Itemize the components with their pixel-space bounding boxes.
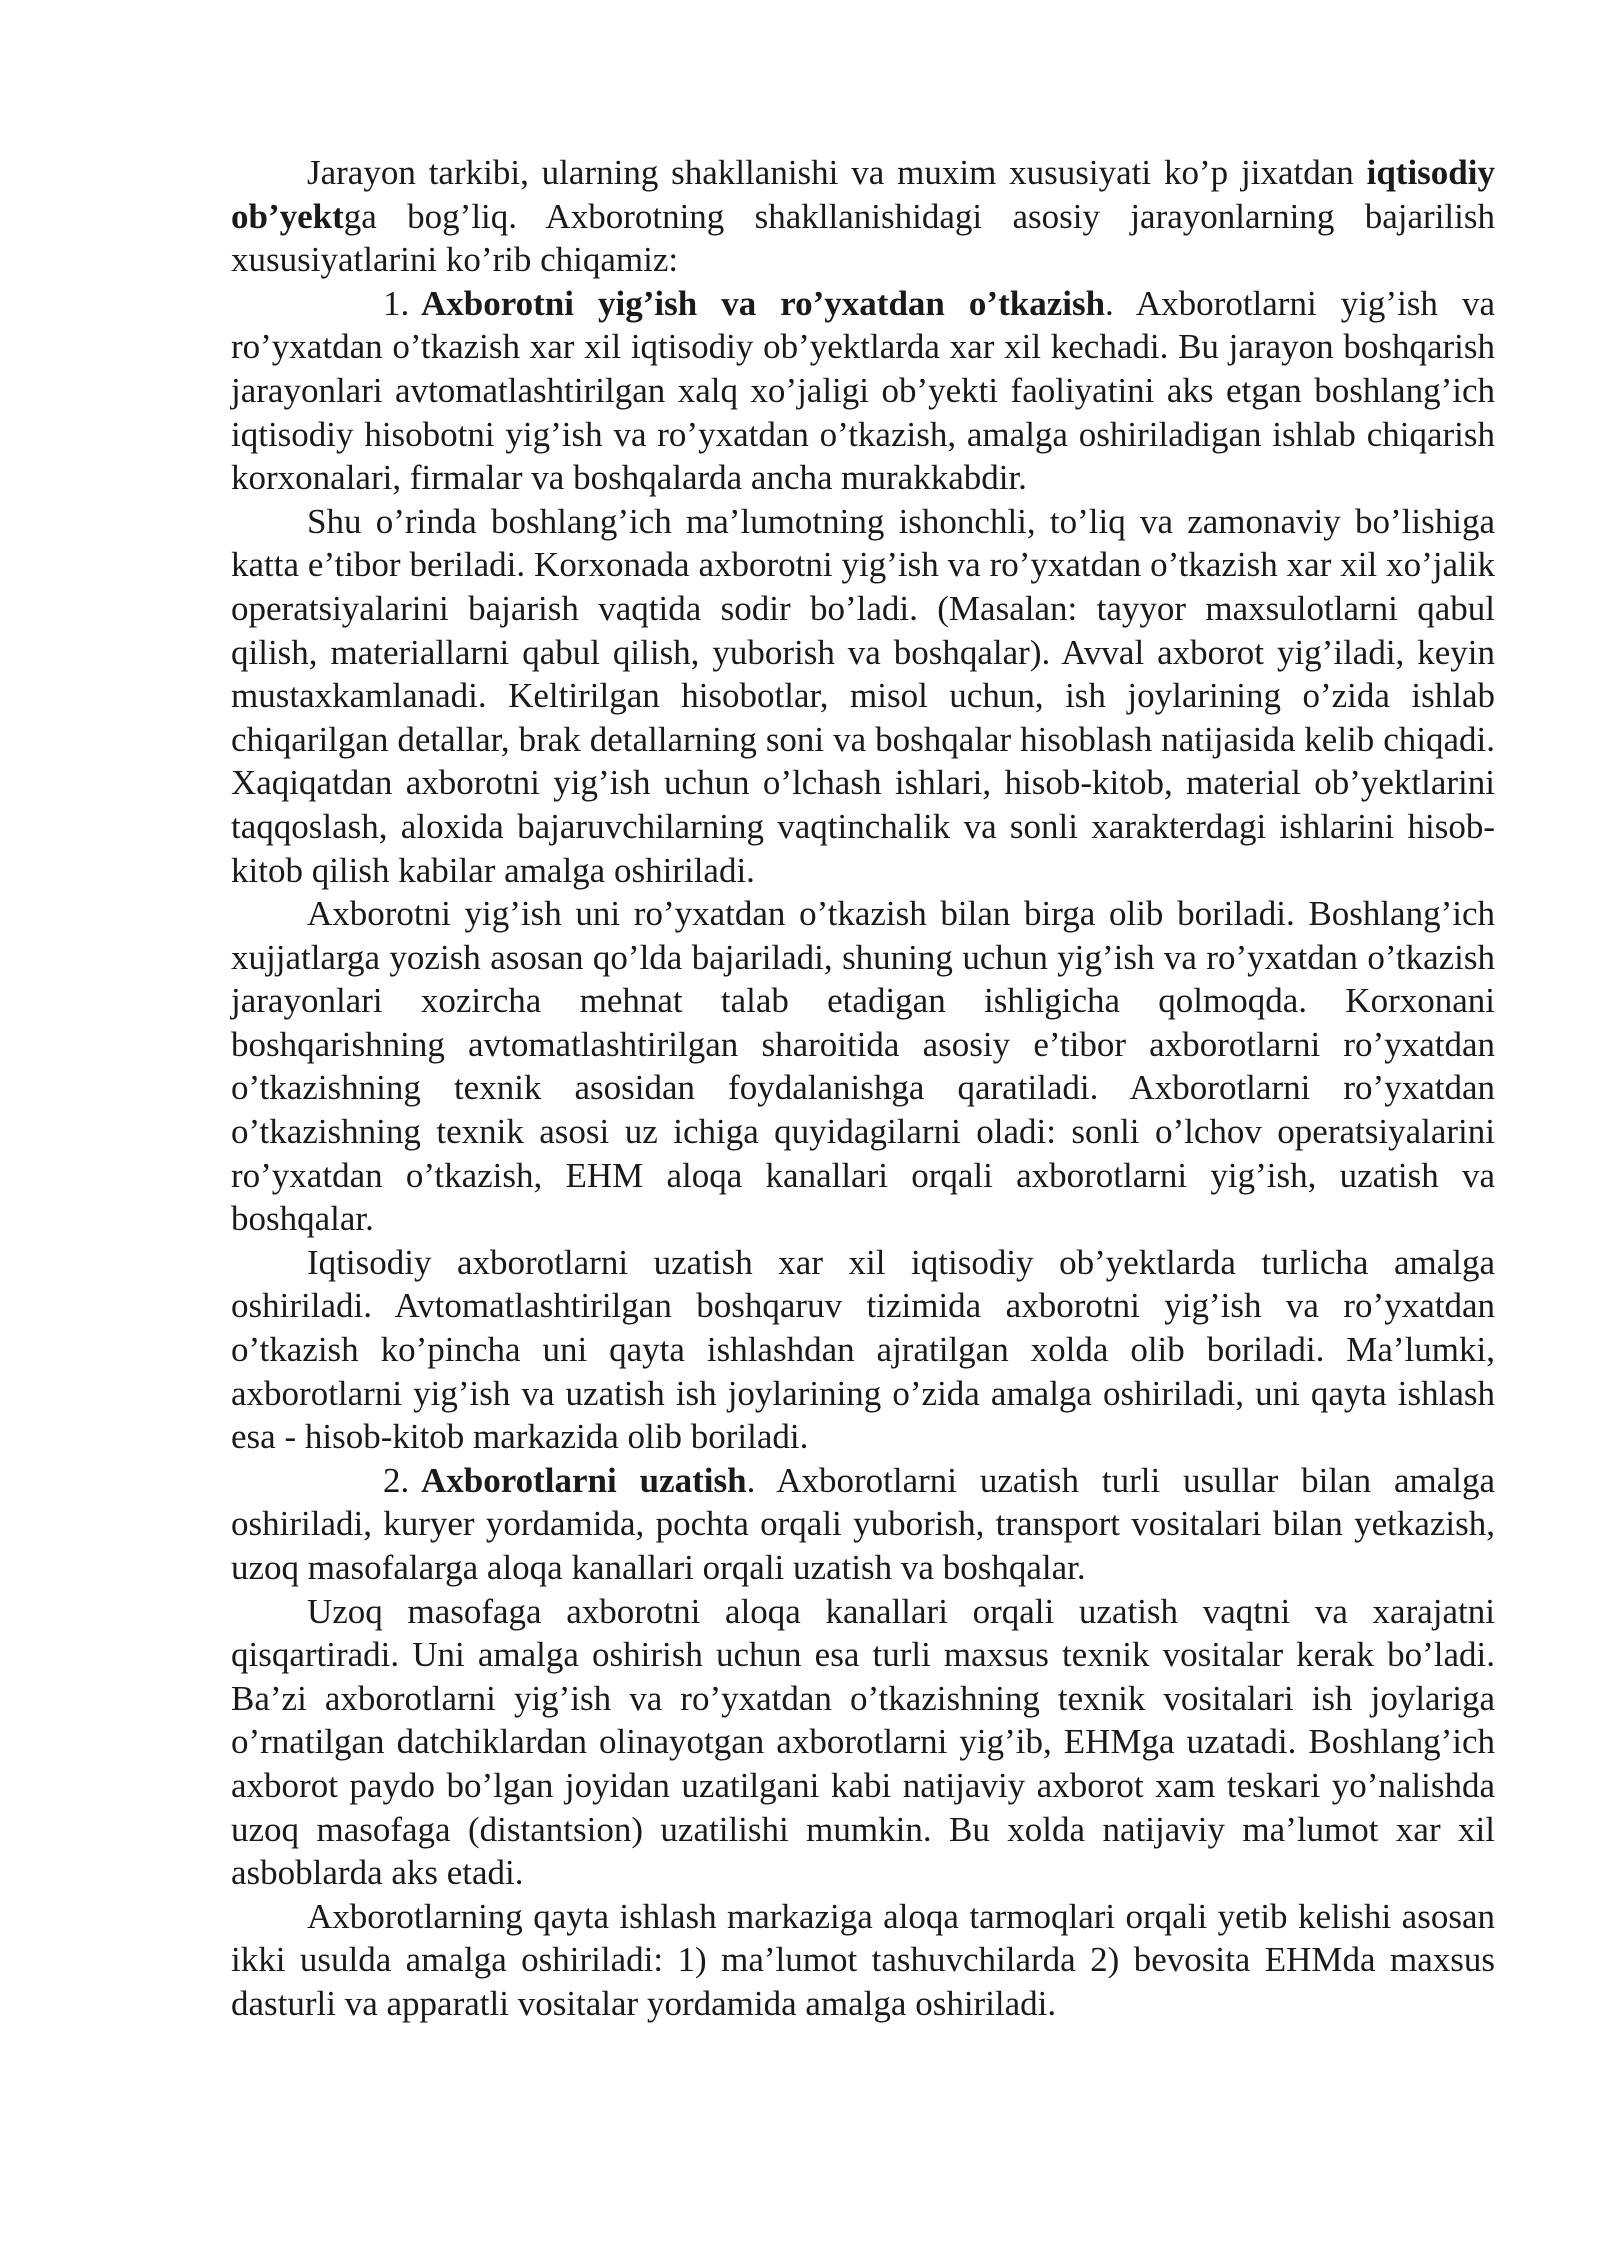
section-1-text: . Axborotlarni yig’ish va ro’yxatdan o’tkazish xar xil iqtisodiy ob’yektlarda xar xil kechadi. Bu jarayon boshqarish jarayonlari avtomatlashtirilgan xalq xo’jaligi ob’yekti faoliyatini aks etgan boshlang’ich iqtisodiy hisobotni yig’ish va ro’yxatdan o’tkazish, amalga oshiriladigan ishlab chiqarish korxonalari, firmalar va boshqalarda ancha murakkabdir. — [231, 283, 1495, 498]
intro-text-start: Jarayon tarkibi, ularning shakllanishi va muxim xususiyati ko’p jixatdan — [307, 153, 1367, 192]
paragraph-reliability: Shu o’rinda boshlang’ich ma’lumotning ishonchli, to’liq va zamonaviy bo’lishiga katta e’tibor beriladi. Korxonada axborotni yig’ish va ro’yxatdan o’tkazish xar xil xo’jalik operatsiyalarini bajarish vaqtida sodir bo’ladi. (Masalan: tayyor maxsulotlarni qabul qilish, materiallarni qabul qilish, yuborish va boshqalar). Avval axborot yig’iladi, keyin mustaxkamlanadi. Keltirilgan hisobotlar, misol uchun, ish joylarining o’zida ishlab chiqarilgan detallar, brak detallarning soni va boshqalar hisoblash natijasida kelib chiqadi. Xaqiqatdan axborotni yig’ish uchun o’lchash ishlari, hisob-kitob, material ob’yektlarini taqqoslash, aloxida bajaruvchilarning vaqtinchalik va sonli xarakterdagi ishlarini hisob-kitob qilish kabilar amalga oshiriladi. — [231, 501, 1495, 890]
intro-bold-term: iqtisodiy ob’yekt — [231, 153, 1495, 236]
paragraph-economic-transfer: Iqtisodiy axborotlarni uzatish xar xil iqtisodiy ob’yektlarda turlicha amalga oshiriladi. Avtomatlashtirilgan boshqaruv tizimida axborotni yig’ish va ro’yxatdan o’tkazish ko’pincha uni qayta ishlashdan ajratilgan xolda olib boriladi. Ma’lumki, axborotlarni yig’ish va uzatish ish joylarining o’zida amalga oshiriladi, uni qayta ishlash esa - hisob-kitob markazida olib boriladi. — [231, 1242, 1495, 1457]
intro-text-end: ga bog’liq. Axborotning shakllanishidagi asosiy jarayonlarning bajarilish xususiyatlarini ko’rib chiqamiz: — [231, 196, 1495, 280]
section-2-text: . Axborotlarni uzatish turli usullar bilan amalga oshiriladi, kuryer yordamida, pochta orqali yuborish, transport vositalari bilan yetkazish, uzoq masofalarga aloqa kanallari orqali uzatish va boshqalar. — [231, 1460, 1495, 1587]
document-page — [231, 151, 1495, 2026]
paragraph-intro — [231, 151, 1495, 282]
paragraph-registration: Axborotni yig’ish uni ro’yxatdan o’tkazish bilan birga olib boriladi. Boshlang’ich xujjatlarga yozish asosan qo’lda bajariladi, shuning uchun yig’ish va ro’yxatdan o’tkazish jarayonlari xozircha mehnat talab etadigan ishligicha qolmoqda. Korxonani boshqarishning avtomatlashtirilgan sharoitida asosiy e’tibor axborotlarni ro’yxatdan o’tkazishning texnik asosidan foydalanishga qaratiladi. Axborotlarni ro’yxatdan o’tkazishning texnik asosi uz ichiga quyidagilarni oladi: sonli o’lchov operatsiyalarini ro’yxatdan o’tkazish, EHM aloqa kanallari orqali axborotlarni yig’ish, uzatish va boshqalar. — [231, 894, 1495, 1239]
section-2-number: 2. — [383, 1460, 410, 1500]
section-1-heading: Axborotni yig’ish va ro’yxatdan o’tkazish — [421, 283, 1106, 323]
paragraph-processing-center: Axborotlarning qayta ishlash markaziga aloqa tarmoqlari orqali yetib kelishi asosan ikki usulda amalga oshiriladi: 1) ma’lumot tashuvchilarda 2) bevosita EHMda maxsus dasturli va apparatli vositalar yordamida amalga oshiriladi. — [231, 1896, 1495, 2023]
paragraph-long-distance: Uzoq masofaga axborotni aloqa kanallari orqali uzatish vaqtni va xarajatni qisqartiradi. Uni amalga oshirish uchun esa turli maxsus texnik vositalar kerak bo’ladi. Ba’zi axborotlarni yig’ish va ro’yxatdan o’tkazishning texnik vositalari ish joylariga o’rnatilgan datchiklardan olinayotgan axborotlarni yig’ib, EHMga uzatadi. Boshlang’ich axborot paydo bo’lgan joyidan uzatilgani kabi natijaviy axborot xam teskari yo’nalishda uzoq masofaga (distantsion) uzatilishi mumkin. Bu xolda natijaviy ma’lumot xar xil asboblarda aks etadi. — [231, 1591, 1495, 1893]
section-1-number: 1. — [383, 283, 410, 323]
paragraph-section-1 — [231, 282, 1495, 500]
paragraph-section-2 — [231, 1459, 1495, 1590]
section-2-heading: Axborotlarni uzatish — [421, 1460, 747, 1500]
